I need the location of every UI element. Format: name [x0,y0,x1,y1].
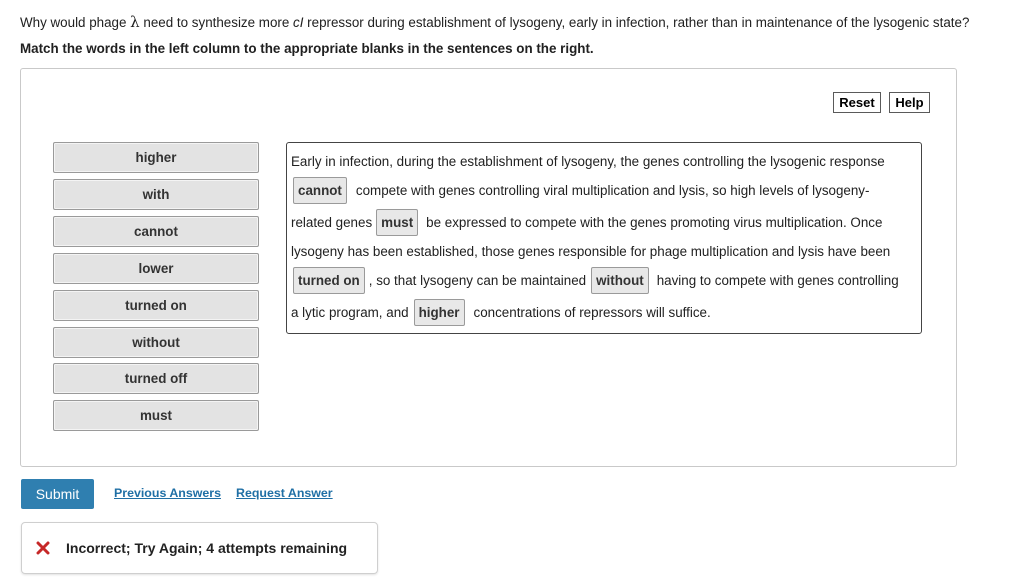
passage-text: , so that lysogeny can be maintained [368,273,587,288]
submit-button[interactable]: Submit [21,479,94,509]
reset-button[interactable]: Reset [833,92,881,113]
passage-text: be expressed to compete with the genes promoting virus multiplication. Once [426,215,883,230]
blank-filled-higher[interactable]: higher [414,299,465,326]
passage-line-4 [291,242,890,260]
x-icon [36,541,50,555]
blank-filled-turned-on[interactable]: turned on [293,267,365,294]
passage-text: having to compete with genes controlling [656,273,899,288]
question-prefix: Why would phage [20,15,131,30]
blank-filled-without[interactable]: without [591,267,649,294]
blank-filled-must[interactable]: must [376,209,418,236]
feedback-box [21,522,378,574]
request-answer-link[interactable]: Request Answer [236,486,333,500]
word-tile-lower[interactable]: lower [53,253,259,284]
instruction-text: Match the words in the left column to the appropriate blanks in the sentences on the right. [20,41,594,56]
passage-text: lysogeny has been established, those genes responsible for phage multiplication and lysis have been [291,243,891,259]
feedback-text: Incorrect; Try Again; 4 attempts remaining [66,540,348,556]
word-tile-cannot[interactable]: cannot [53,216,259,247]
question-suffix: repressor during establishment of lysogeny, early in infection, rather than in maintenance of the lysogenic state? [303,15,970,30]
help-button[interactable]: Help [889,92,930,113]
blank-filled-cannot[interactable]: cannot [293,177,347,204]
word-tile-turned-on[interactable]: turned on [53,290,259,321]
word-tile-with[interactable]: with [53,179,259,210]
passage-line-3 [291,208,882,237]
question-italic: cI [293,15,304,30]
passage-text: Early in infection, during the establishment of lysogeny, the genes controlling the lysogenic response [291,153,885,169]
question-middle: need to synthesize more [139,15,294,30]
question-text [20,13,969,32]
word-tile-must[interactable]: must [53,400,259,431]
word-tile-higher[interactable]: higher [53,142,259,173]
passage-line-2 [291,176,869,205]
passage-text: related genes [291,215,373,230]
word-tile-turned-off[interactable]: turned off [53,363,259,394]
passage-line-6 [291,298,711,327]
previous-answers-link[interactable]: Previous Answers [114,486,221,500]
passage-text: compete with genes controlling viral multiplication and lysis, so high levels of lysogeny- [355,183,870,198]
word-tile-without[interactable]: without [53,327,259,358]
lambda-symbol: λ [130,13,140,31]
passage-text: a lytic program, and [291,305,409,320]
passage-line-5 [291,266,899,295]
passage-text: concentrations of repressors will suffice. [473,305,711,320]
passage-line-1 [291,152,885,170]
